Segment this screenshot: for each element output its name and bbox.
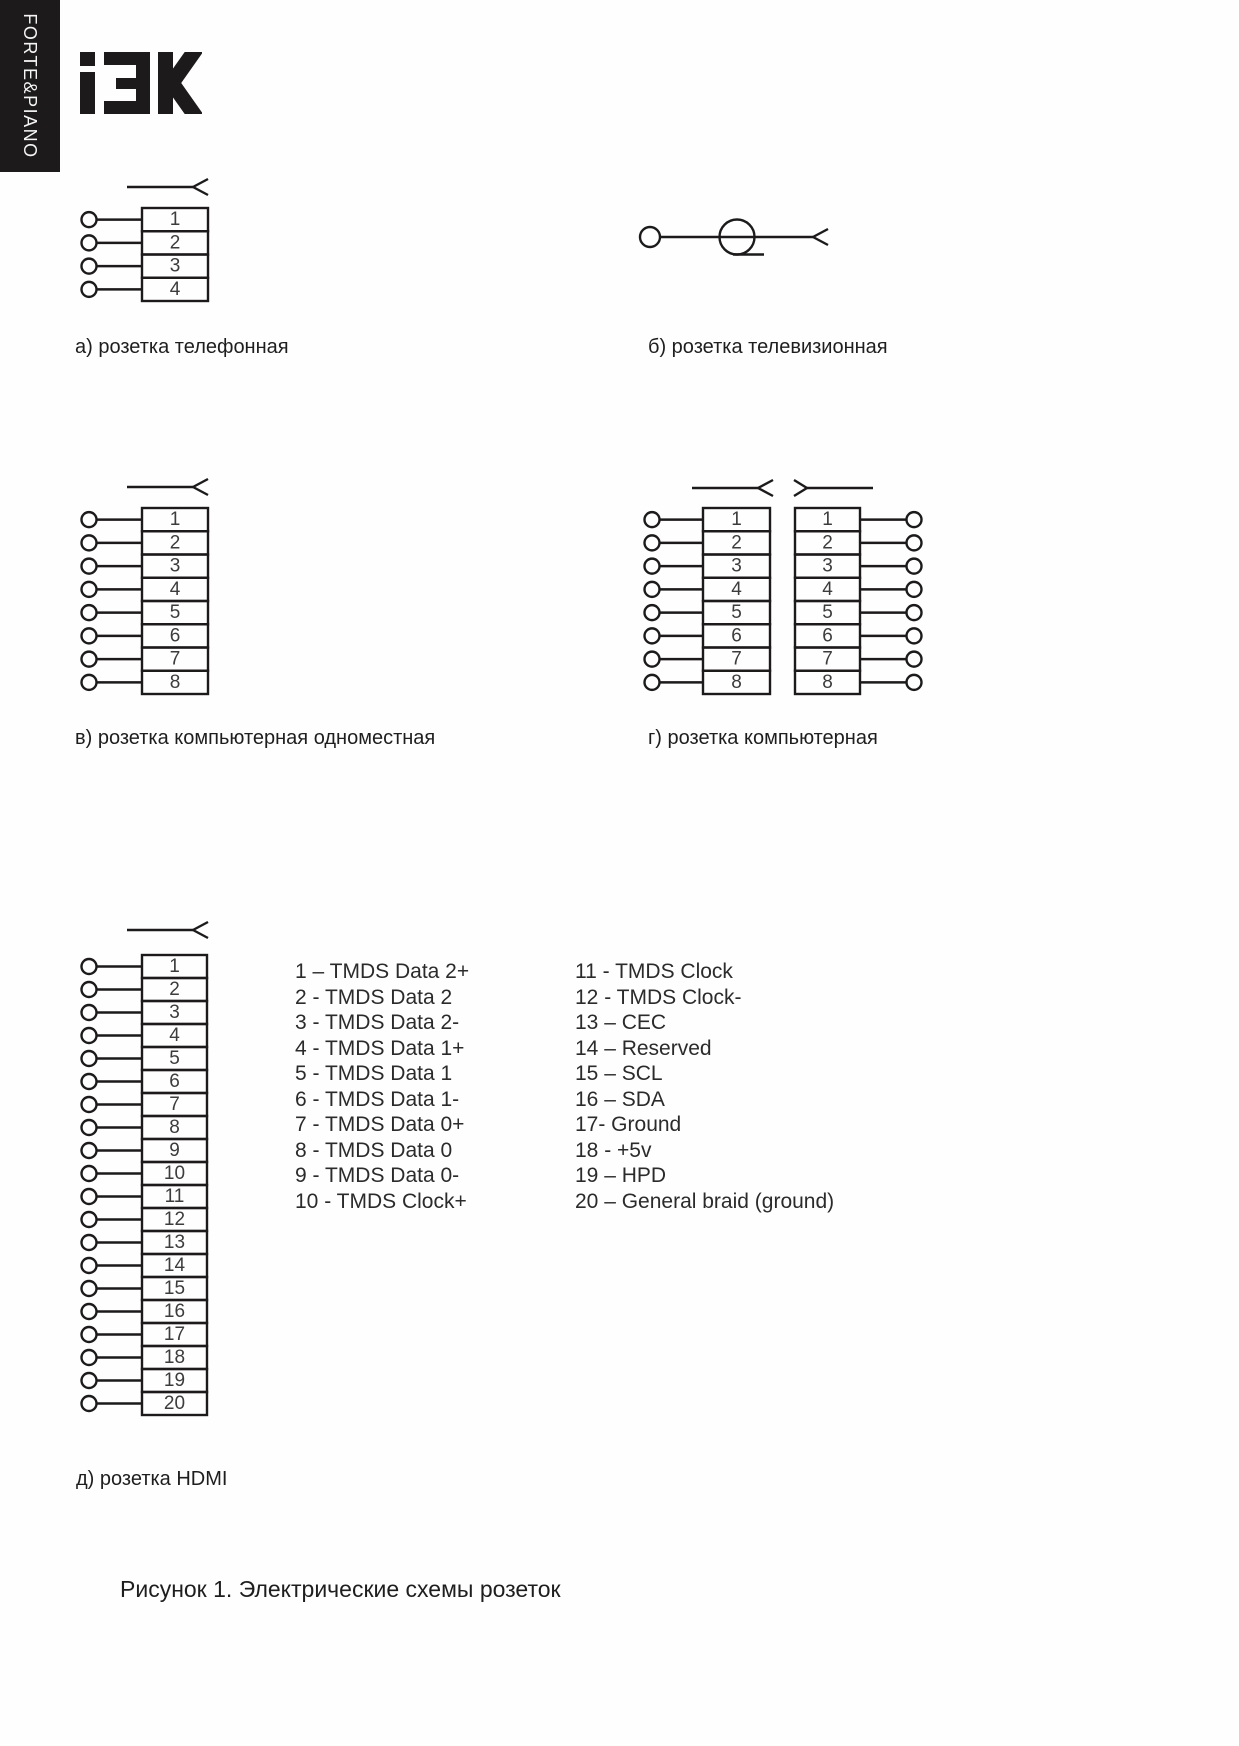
terminal-circle (645, 652, 660, 667)
terminal-circle (82, 1396, 97, 1411)
hdmi-pin-list-left (295, 959, 469, 1214)
terminal-circle (82, 605, 97, 620)
pin-number: 3 (169, 555, 181, 577)
telephone-socket-label: а) розетка телефонная (75, 336, 289, 358)
pin-number: 20 (163, 1393, 186, 1414)
terminal-circle (82, 1373, 97, 1388)
pin-number: 2 (169, 232, 181, 254)
pin-number: 9 (169, 1140, 180, 1161)
terminal-circle (907, 628, 922, 643)
pin-number: 7 (731, 648, 742, 670)
terminal-circle (82, 559, 97, 574)
connection-arrow (127, 479, 208, 495)
terminal-circle (907, 582, 922, 597)
pin-number: 13 (163, 1232, 186, 1253)
terminal-circle (82, 535, 97, 550)
pin-number: 8 (169, 1117, 180, 1138)
terminal-circle (82, 675, 97, 690)
pin-number: 1 (169, 956, 180, 977)
terminal-circle (82, 1166, 97, 1181)
pin-function-item: 4 - TMDS Data 1+ (295, 1036, 465, 1060)
pin-number: 6 (169, 1071, 180, 1092)
pin-function-item: 1 – TMDS Data 2+ (295, 960, 470, 983)
pin-number: 7 (822, 648, 833, 670)
pin-number: 16 (163, 1301, 186, 1322)
pin-number: 6 (169, 625, 181, 647)
pin-function-item: 15 – SCL (575, 1062, 663, 1085)
terminal-circle (645, 582, 660, 597)
pin-number: 18 (163, 1347, 186, 1368)
pin-number: 11 (164, 1186, 185, 1207)
pin-number: 8 (822, 671, 833, 693)
terminal-circle (645, 605, 660, 620)
pin-function-item: 6 - TMDS Data 1- (295, 1087, 460, 1111)
pin-function-item: 10 - TMDS Clock+ (295, 1189, 467, 1213)
pin-number: 3 (731, 555, 742, 577)
pin-number: 8 (169, 671, 181, 693)
pin-number: 14 (163, 1255, 186, 1276)
terminal-circle (82, 1143, 97, 1158)
pin-number: 7 (169, 648, 181, 670)
pin-number: 2 (169, 979, 180, 1000)
pin-block (82, 208, 209, 301)
pin-number: 4 (169, 278, 181, 300)
pin-function-item: 8 - TMDS Data 0 (295, 1138, 453, 1162)
pin-number: 6 (822, 625, 833, 647)
terminal-circle (907, 605, 922, 620)
terminal-circle (82, 1120, 97, 1135)
pin-number: 5 (731, 602, 742, 624)
pin-number: 4 (169, 1025, 180, 1046)
connection-arrow (794, 480, 873, 496)
terminal-circle (907, 559, 922, 574)
pin-number: 1 (731, 509, 742, 531)
terminal-circle (82, 1304, 97, 1319)
pin-number: 5 (169, 602, 181, 624)
pin-function-item: 18 - +5v (575, 1138, 652, 1162)
pin-function-item: 3 - TMDS Data 2- (295, 1011, 460, 1034)
pin-number: 3 (822, 555, 833, 577)
tv-socket-diagram (580, 205, 870, 275)
pin-number: 4 (731, 578, 742, 600)
figure-caption: Рисунок 1. Электрические схемы розеток (120, 1576, 561, 1602)
pin-function-item: 2 - TMDS Data 2 (295, 985, 453, 1009)
terminal-circle (82, 235, 97, 250)
terminal-circle (82, 1097, 97, 1112)
terminal-circle (82, 1350, 97, 1365)
pin-number: 5 (169, 1048, 180, 1069)
terminal-circle (82, 1212, 97, 1227)
terminal-circle (82, 1005, 97, 1020)
logo-i-stem (80, 72, 95, 114)
pin-function-item: 19 – HPD (575, 1164, 667, 1187)
terminal-circle (645, 512, 660, 527)
terminal-circle (645, 559, 660, 574)
computer-socket-single-label: в) розетка компьютерная одноместная (75, 727, 436, 749)
pin-number: 7 (169, 1094, 180, 1115)
terminal-circle (645, 628, 660, 643)
pin-number: 8 (731, 671, 742, 693)
terminal-circle (82, 1028, 97, 1043)
pin-function-item: 20 – General braid (ground) (575, 1189, 835, 1213)
terminal-circle (82, 1051, 97, 1066)
pin-block (82, 508, 209, 694)
terminal-circle (82, 959, 97, 974)
pin-number: 15 (163, 1278, 186, 1299)
computer-socket-double-diagram (580, 470, 945, 710)
pin-number: 2 (822, 532, 833, 554)
terminal-circle (82, 652, 97, 667)
terminal-circle (82, 282, 97, 297)
connection-arrow (127, 179, 208, 195)
terminal-circle (82, 1074, 97, 1089)
pin-number: 2 (169, 532, 181, 554)
computer-socket-single-diagram (70, 470, 220, 710)
terminal-circle (907, 512, 922, 527)
arrow-fork-upper (813, 229, 828, 237)
terminal-circle (82, 512, 97, 527)
terminal-circle (645, 535, 660, 550)
pin-function-item: 16 – SDA (575, 1087, 665, 1111)
terminal-circle (907, 675, 922, 690)
terminal-circle (82, 1258, 97, 1273)
pin-number: 5 (822, 602, 833, 624)
terminal-circle (82, 982, 97, 997)
pin-number: 4 (822, 578, 833, 600)
pin-block (645, 508, 771, 694)
connection-arrow (127, 922, 208, 938)
logo-e-right (136, 52, 150, 114)
pin-function-item: 13 – CEC (575, 1011, 667, 1034)
arrow-fork-lower (813, 237, 828, 245)
brand-series-label: FORTE&PIANO (20, 13, 40, 159)
terminal-circle (907, 652, 922, 667)
terminal-circle (82, 1189, 97, 1204)
terminal-circle (82, 1327, 97, 1342)
terminal-circle (82, 212, 97, 227)
telephone-socket-diagram (70, 170, 220, 320)
pin-function-item: 12 - TMDS Clock- (575, 985, 742, 1009)
terminal-circle (82, 259, 97, 274)
tv-socket-label: б) розетка телевизионная (648, 336, 888, 358)
pin-number: 17 (163, 1324, 186, 1345)
logo-k-lower-arm (172, 83, 196, 114)
computer-socket-double-label: г) розетка компьютерная (648, 727, 878, 749)
terminal-circle (82, 1281, 97, 1296)
pin-number: 19 (163, 1370, 186, 1391)
terminal-circle (82, 628, 97, 643)
pin-function-item: 5 - TMDS Data 1 (295, 1062, 453, 1085)
terminal-circle (645, 675, 660, 690)
pin-number: 4 (169, 578, 181, 600)
terminal-circle (82, 582, 97, 597)
contact-terminal-circle (640, 227, 660, 247)
pin-function-item: 9 - TMDS Data 0- (295, 1164, 460, 1187)
pin-number: 3 (169, 255, 181, 277)
hdmi-pin-list-right (575, 959, 834, 1214)
pin-function-item: 7 - TMDS Data 0+ (295, 1113, 465, 1136)
terminal-circle (907, 535, 922, 550)
iek-logo (80, 52, 202, 114)
connection-arrow (692, 480, 773, 496)
pin-number: 10 (163, 1163, 186, 1184)
pin-number: 1 (169, 509, 181, 531)
pin-number: 1 (822, 509, 833, 531)
pin-number: 3 (169, 1002, 180, 1023)
pin-function-item: 11 - TMDS Clock (575, 960, 733, 983)
terminal-circle (82, 1235, 97, 1250)
pin-number: 2 (731, 532, 742, 554)
pin-function-item: 14 – Reserved (575, 1036, 712, 1060)
pin-number: 12 (163, 1209, 186, 1230)
pin-block (795, 508, 922, 694)
pin-function-item: 17- Ground (575, 1113, 682, 1136)
brand-sidebar (0, 0, 60, 172)
hdmi-socket-label: д) розетка HDMI (76, 1468, 228, 1490)
hdmi-socket-diagram (70, 915, 220, 1425)
pin-number: 1 (169, 209, 181, 231)
pin-block (82, 955, 208, 1415)
logo-i-dot (80, 52, 95, 66)
pin-number: 6 (731, 625, 742, 647)
